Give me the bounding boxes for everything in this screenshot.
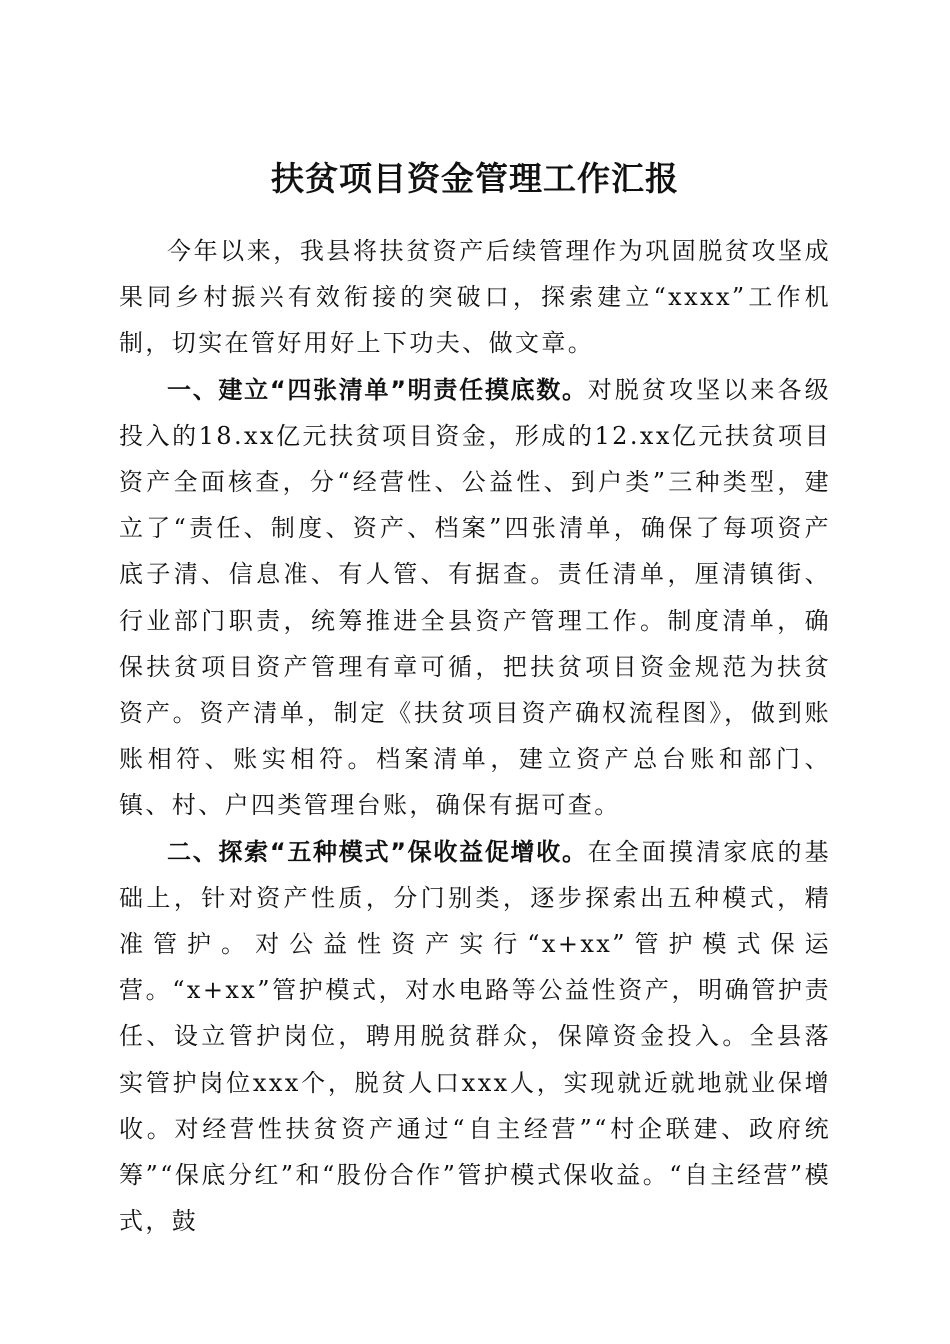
document-body [119, 228, 831, 1244]
intro-paragraph [119, 228, 831, 367]
paragraph-text: 在全面摸清家底的基础上，针对资产性质，分门别类，逐步探索出五种模式，精准管护。对公益性资产实行“x+xx”管护模式保运营。“x+xx”管护模式，对水电路等公益性资产，明确管护责任、设立管护岗位，聘用脱贫群众，保障资金投入。全县落实管护岗位xxx个，脱贫人口xxx人，实现就近就地就业保增收。对经营性扶贫资产通过“自主经营”“村企联建、政府统筹”“保底分红”和“股份合作”管护模式保收益。“自主经营”模式，鼓 [119, 837, 831, 1236]
document-title: 扶贫项目资金管理工作汇报 [271, 159, 679, 199]
section-one-paragraph [119, 367, 831, 829]
paragraph-text: 对脱贫攻坚以来各级投入的18.xx亿元扶贫项目资金，形成的12.xx亿元扶贫项目资产全面核查，分“经营性、公益性、到户类”三种类型，建立了“责任、制度、资产、档案”四张清单，确保了每项资产底子清、信息准、有人管、有据查。责任清单，厘清镇街、行业部门职责，统筹推进全县资产管理工作。制度清单，确保扶贫项目资产管理有章可循，把扶贫项目资金规范为扶贫资产。资产清单，制定《扶贫项目资产确权流程图》，做到账账相符、账实相符。档案清单，建立资产总台账和部门、镇、村、户四类管理台账，确保有据可查。 [119, 375, 831, 820]
section-two-paragraph [119, 829, 831, 1245]
paragraph-text: 今年以来，我县将扶贫资产后续管理作为巩固脱贫攻坚成果同乡村振兴有效衔接的突破口，探索建立“xxxx”工作机制，切实在管好用好上下功夫、做文章。 [119, 237, 831, 358]
section-one-heading: 一、建立“四张清单”明责任摸底数。 [167, 375, 588, 404]
section-two-heading: 二、探索“五种模式”保收益促增收。 [167, 837, 588, 866]
